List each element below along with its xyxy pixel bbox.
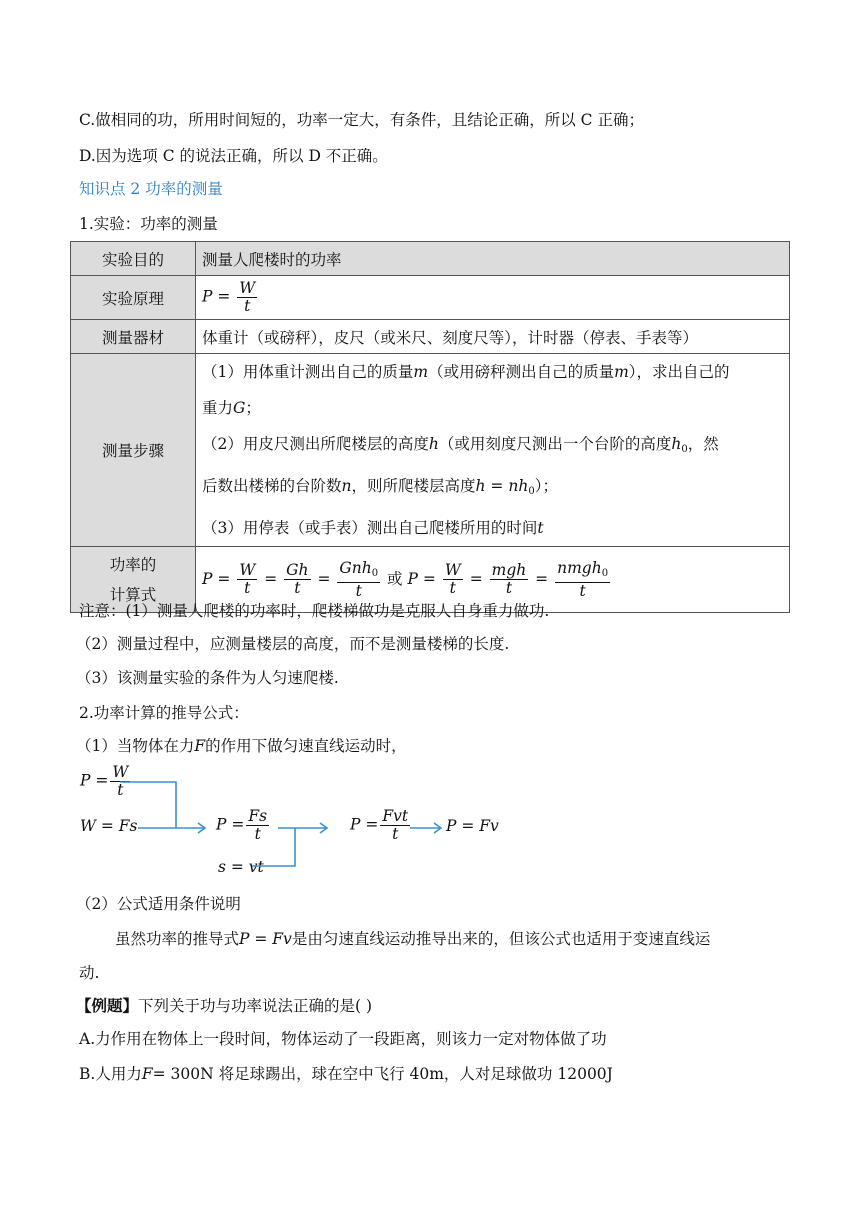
table-key-principle: 实验原理: [71, 276, 196, 320]
derivation-title: 2.功率计算的推导公式：: [79, 704, 249, 722]
table-value-equipment: 体重计（或磅秤），皮尺（或米尺、刻度尺等），计时器（停表、手表等）: [196, 320, 790, 354]
arrow-connector: [120, 782, 176, 828]
formula-p-eq-fvt-over-t: P = $\frac{\text{Fvt}}{t}$: [350, 807, 409, 843]
formula-p-eq-w-over-t: P = $\frac{W}{t}$: [80, 763, 129, 799]
option-c-analysis: C.做相同的功，所用时间短的，功率一定大，有条件，且结论正确，所以 C 正确；: [79, 111, 644, 129]
applicability-body: 虽然功率的推导式P = Fv是由匀速直线运动推导出来的，但该公式也适用于变速直线运: [115, 930, 711, 948]
applicability-body-end: 动.: [79, 964, 100, 982]
knowledge-point-heading: 知识点 2 功率的测量: [79, 180, 223, 198]
option-a: A.力作用在物体上一段时间，物体运动了一段距离，则该力一定对物体做了功: [79, 1030, 607, 1048]
experiment-title: 1.实验：功率的测量: [79, 215, 218, 233]
step-2-line-2: 后数出楼梯的台阶数n，则所爬楼层高度$h = nh_0$）；: [202, 477, 558, 497]
note-1: 注意：(1）测量人爬楼的功率时，爬楼梯做功是克服人自身重力做功.: [79, 602, 550, 620]
formula-w-eq-fs: W = Fs: [80, 817, 138, 835]
derivation-condition: （1）当物体在力F的作用下做匀速直线运动时，: [76, 737, 407, 755]
option-d-analysis: D.因为选项 C 的说法正确，所以 D 不正确。: [79, 147, 388, 165]
formula-p-eq-fs-over-t: P = $\frac{Fs}{t}$: [216, 807, 268, 843]
table-key-steps: 测量步骤: [71, 354, 196, 547]
table-key-formula: 功率的 计算式: [71, 547, 196, 613]
table-value-formula: P = $\frac{W}{t}$ = $\frac{Gh}{t}$ = $\frac{Gnh_0}{t}$ 或 P = $\frac{W}{t}$ = $\frac{\text{mgh}}{t}$ = $\frac{nmgh_0}{t}$: [196, 547, 790, 613]
note-2: （2）测量过程中，应测量楼层的高度，而不是测量楼梯的长度.: [76, 635, 510, 653]
applicability-title: （2）公式适用条件说明: [76, 895, 241, 913]
step-3: （3）用停表（或手表）测出自己爬楼所用的时间t: [202, 519, 544, 537]
fraction: $\frac{W}{t}$: [239, 279, 256, 315]
table-key-equipment: 测量器材: [71, 320, 196, 354]
table-value-purpose: 测量人爬楼时的功率: [196, 242, 790, 276]
step-1-line-2: 重力G；: [202, 399, 261, 417]
note-3: （3）该测量实验的条件为人匀速爬楼.: [76, 669, 339, 687]
table-key-purpose: 实验目的: [71, 242, 196, 276]
formula-p-eq-fv: P = Fv: [446, 817, 499, 835]
formula-s-eq-vt: s = vt: [218, 858, 264, 876]
table-value-principle: P = $\frac{W}{t}$: [196, 276, 790, 320]
example-question: 【例题】下列关于功与功率说法正确的是( ): [76, 996, 373, 1015]
arrow-connector: [252, 828, 295, 866]
step-2-line-1: （2）用皮尺测出所爬楼层的高度h（或用刻度尺测出一个台阶的高度$h_0$，然: [202, 435, 719, 455]
option-b: B.人用力F= 300N 将足球踢出，球在空中飞行 40m，人对足球做功 12000J: [79, 1065, 613, 1083]
step-1-line-1: （1）用体重计测出自己的质量m（或用磅秤测出自己的质量m），求出自己的: [202, 363, 730, 381]
